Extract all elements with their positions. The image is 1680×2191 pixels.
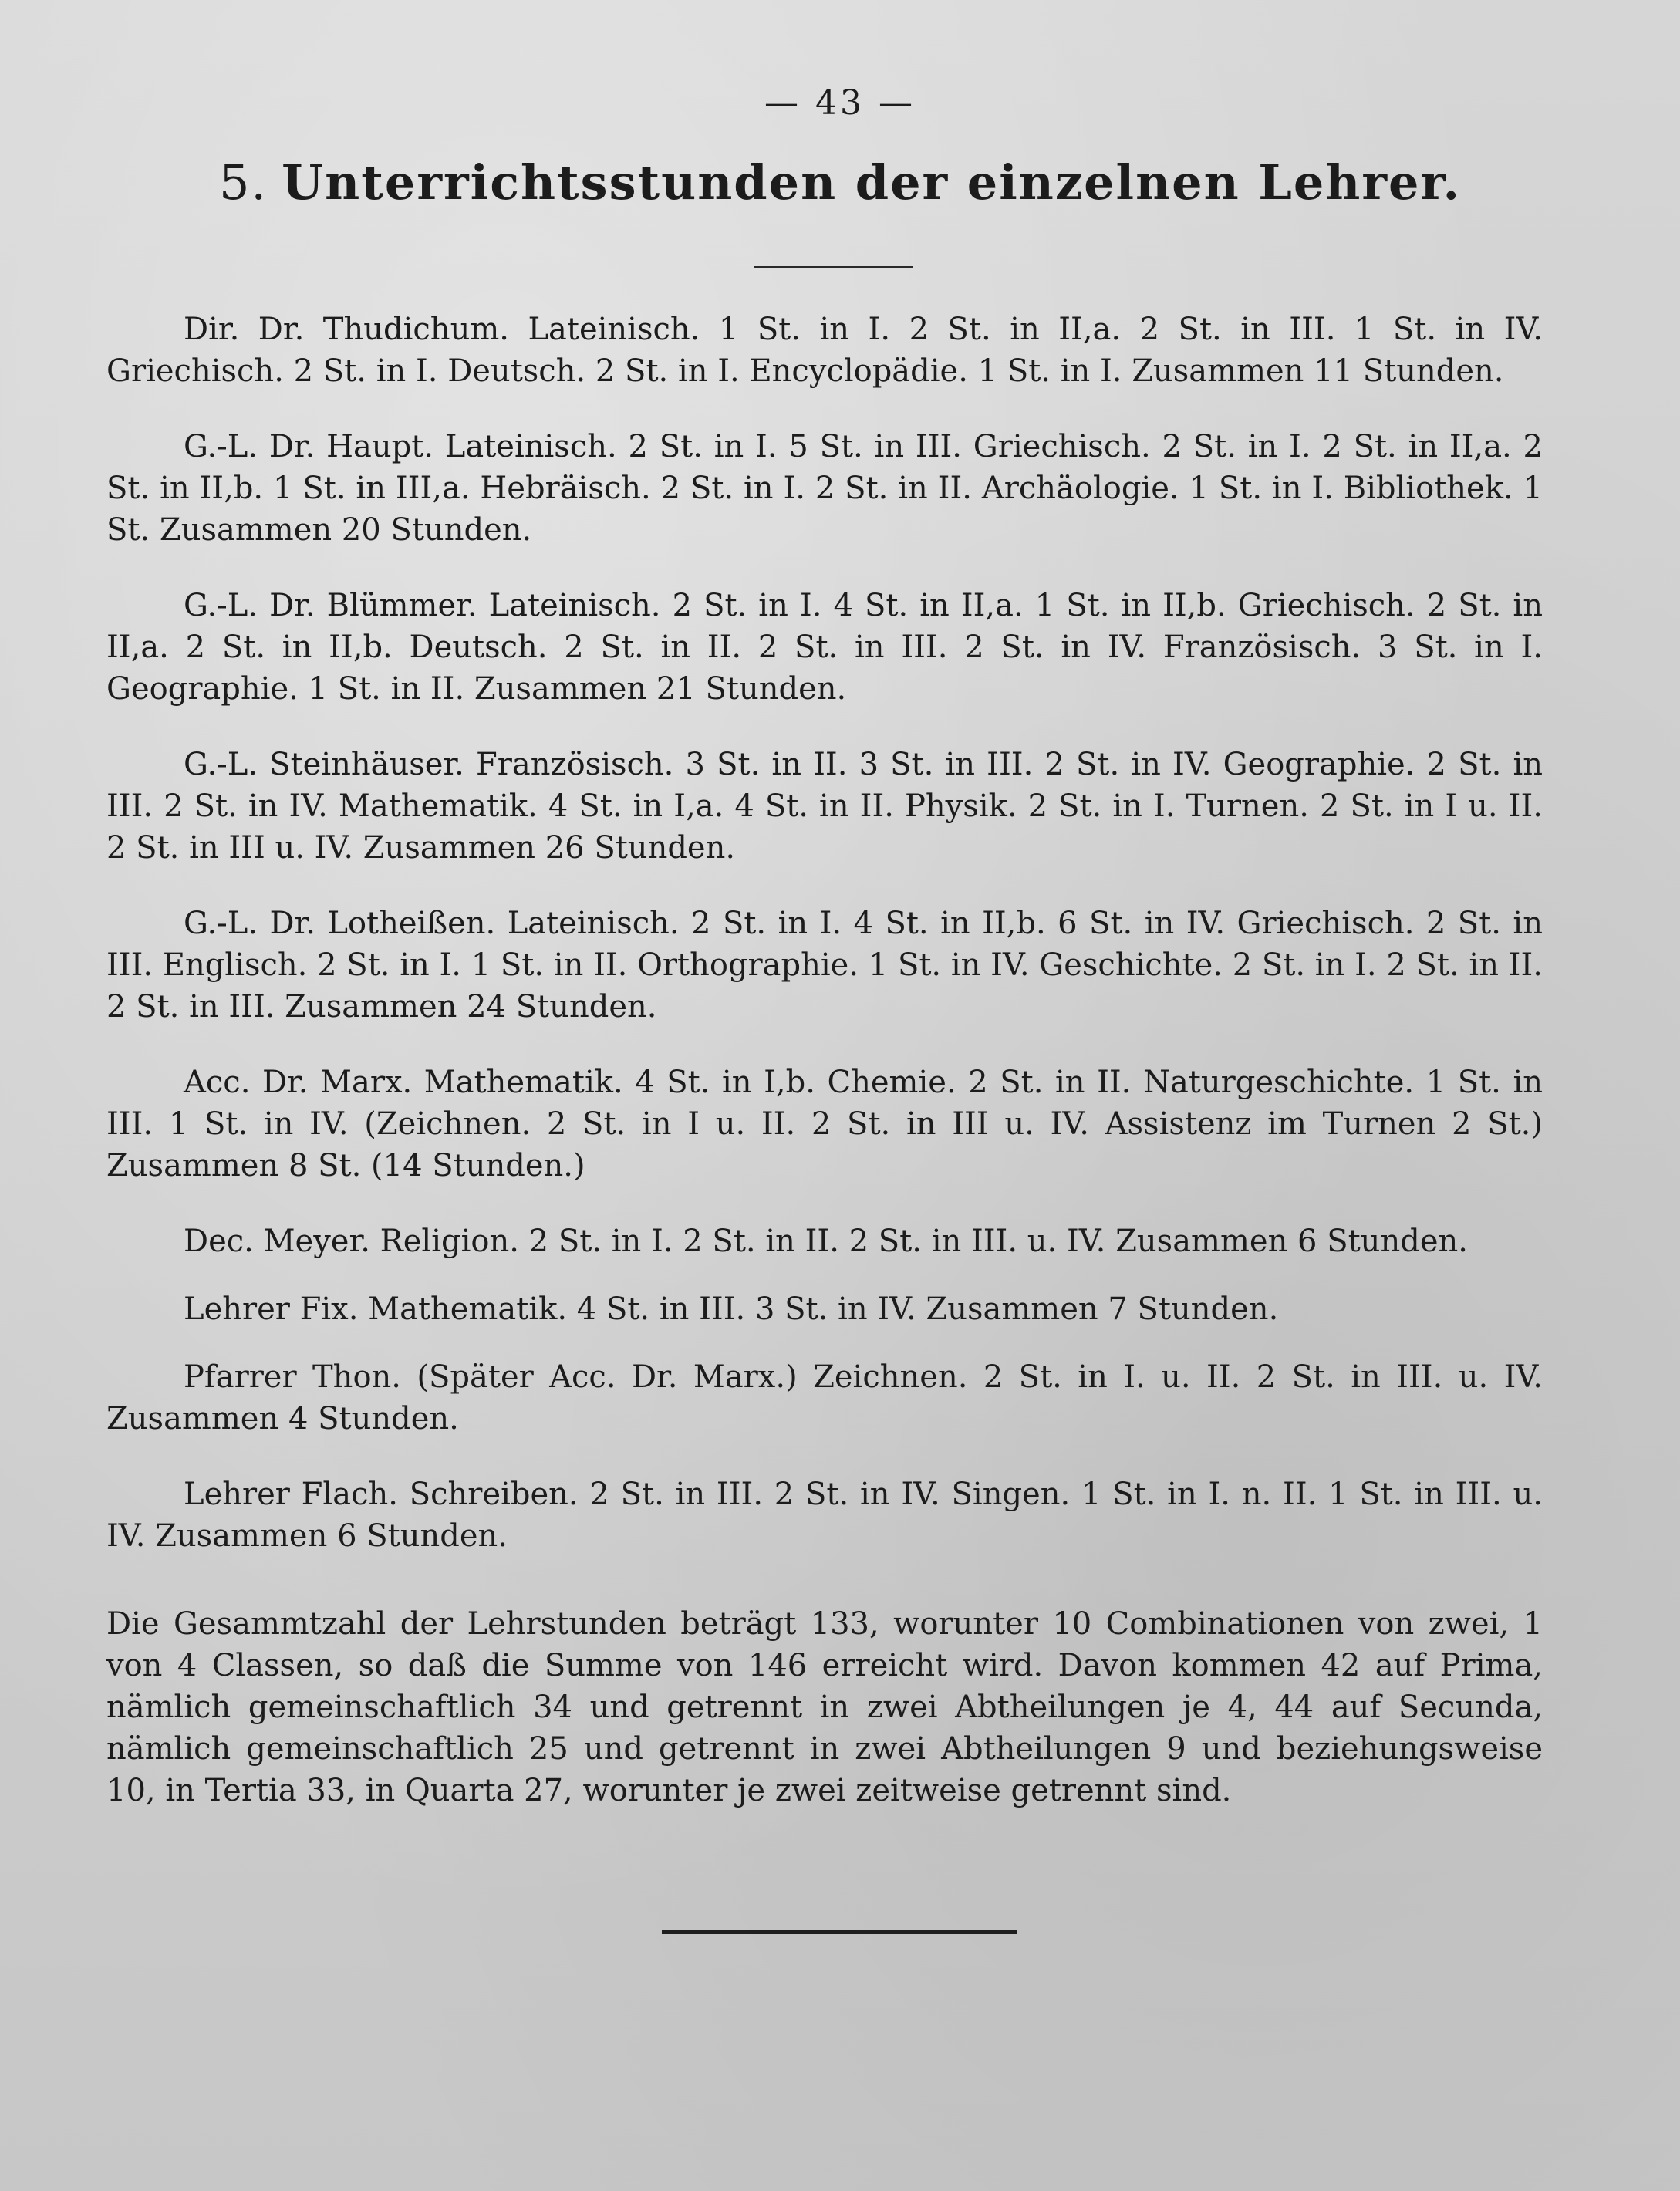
teacher-entry-lotheissen: G.-L. Dr. Lotheißen. Lateinisch. 2 St. in I. 4 St. in II,b. 6 St. in IV. Griechisch. 2 St. in III. Englisch. 2 St. in I. 1 St. in II. Orthographie. 1 St. in IV. Geschichte. 2 St. in I. 2 St. in II. 2 St. in III. Zusammen 24 Stunden.	[106, 906, 1543, 1025]
teacher-entry-haupt: G.-L. Dr. Haupt. Lateinisch. 2 St. in I. 5 St. in III. Griechisch. 2 St. in I. 2 St. in II,a. 2 St. in II,b. 1 St. in III,a. Hebräisch. 2 St. in I. 2 St. in II. Archäologie. 1 St. in I. Bibliothek. 1 St. Zusammen 20 Stunden.	[106, 429, 1543, 548]
teacher-entry-fix: Lehrer Fix. Mathematik. 4 St. in III. 3 St. in IV. Zusammen 7 Stunden.	[184, 1291, 1279, 1327]
teacher-entry-thudichum: Dir. Dr. Thudichum. Lateinisch. 1 St. in I. 2 St. in II,a. 2 St. in III. 1 St. in IV. Griechisch. 2 St. in I. Deutsch. 2 St. in I. Encyclopädie. 1 St. in I. Zusammen 11 Stunden.	[106, 312, 1543, 389]
page-number: — 43 —	[764, 83, 916, 123]
teacher-entry-steinhaeuser: G.-L. Steinhäuser. Französisch. 3 St. in II. 3 St. in III. 2 St. in IV. Geographie. 2 St. in III. 2 St. in IV. Mathematik. 4 St. in I,a. 4 St. in II. Physik. 2 St. in I. Turnen. 2 St. in I u. II. 2 St. in III u. IV. Zusammen 26 Stunden.	[106, 747, 1543, 866]
teacher-entry-marx: Acc. Dr. Marx. Mathematik. 4 St. in I,b. Chemie. 2 St. in II. Naturgeschichte. 1 St. in III. 1 St. in IV. (Zeichnen. 2 St. in I u. II. 2 St. in III u. IV. Assistenz im Turnen 2 St.) Zusammen 8 St. (14 Stunden.)	[106, 1065, 1543, 1183]
teacher-hours-list	[106, 309, 1543, 1845]
teacher-entry-flach: Lehrer Flach. Schreiben. 2 St. in III. 2 St. in IV. Singen. 1 St. in I. n. II. 1 St. in III. u. IV. Zusammen 6 Stunden.	[106, 1477, 1543, 1554]
summary-paragraph: Die Gesammtzahl der Lehrstunden beträgt 133, worunter 10 Combinationen von zwei, 1 von 4 Classen, so daß die Summe von 146 erreicht wird. Davon kommen 42 auf Prima, nämlich gemeinschaftlich 34 und getrennt in zwei Abtheilungen je 4, 44 auf Secunda, nämlich gemeinschaftlich 25 und getrennt in zwei Abtheilungen 9 und beziehungsweise 10, in Tertia 33, in Quarta 27, worunter je zwei zeitweise getrennt sind.	[106, 1606, 1543, 1808]
teacher-entry-bluemmer: G.-L. Dr. Blümmer. Lateinisch. 2 St. in I. 4 St. in II,a. 1 St. in II,b. Griechisch. 2 St. in II,a. 2 St. in II,b. Deutsch. 2 St. in II. 2 St. in III. 2 St. in IV. Französisch. 3 St. in I. Geographie. 1 St. in II. Zusammen 21 Stunden.	[106, 588, 1543, 707]
section-heading	[0, 154, 1680, 211]
section-number: 5.	[218, 154, 268, 211]
teacher-entry-meyer: Dec. Meyer. Religion. 2 St. in I. 2 St. in II. 2 St. in III. u. IV. Zusammen 6 Stunden.	[184, 1224, 1468, 1259]
bottom-divider	[662, 1930, 1017, 1934]
title-divider	[754, 266, 913, 268]
section-title: Unterrichtsstunden der einzelnen Lehrer.	[282, 154, 1462, 211]
teacher-entry-thon: Pfarrer Thon. (Später Acc. Dr. Marx.) Zeichnen. 2 St. in I. u. II. 2 St. in III. u. IV. Zusammen 4 Stunden.	[106, 1359, 1543, 1436]
